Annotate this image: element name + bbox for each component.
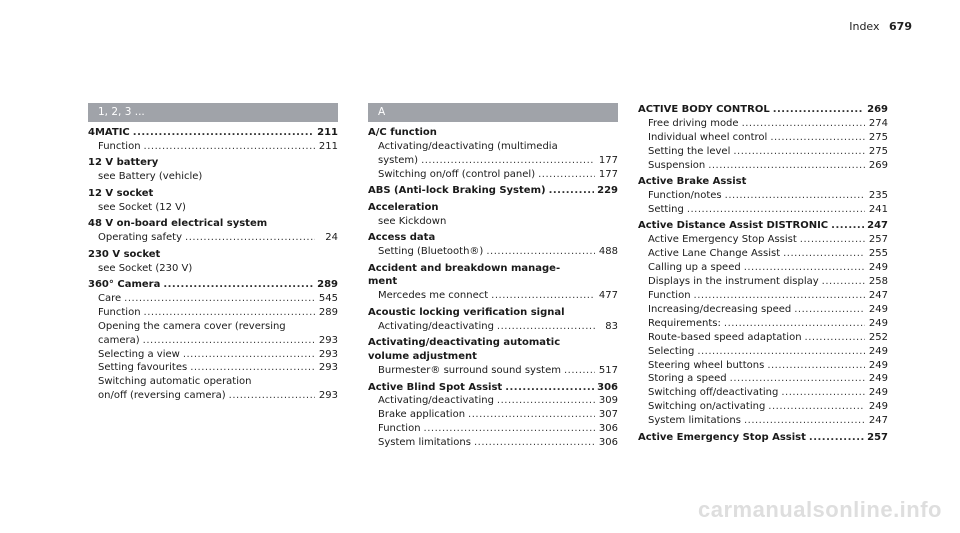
page-ref: 247 bbox=[868, 289, 888, 301]
index-subentry bbox=[88, 334, 338, 348]
leader-dots bbox=[770, 131, 865, 145]
page-ref: 257 bbox=[867, 431, 888, 443]
leader-dots bbox=[724, 317, 865, 331]
index-subentry bbox=[638, 303, 888, 317]
leader-dots bbox=[133, 126, 314, 140]
index-subentry bbox=[638, 275, 888, 289]
leader-dots bbox=[185, 231, 315, 245]
page-ref: 307 bbox=[598, 409, 618, 421]
index-column-3 bbox=[638, 103, 888, 445]
entry-text: Access data bbox=[368, 232, 436, 244]
entry-text: Acceleration bbox=[368, 201, 439, 213]
page-ref: 293 bbox=[318, 348, 338, 360]
leader-dots bbox=[474, 436, 595, 450]
page-ref: 289 bbox=[317, 279, 338, 291]
entry-text: Storing a speed bbox=[648, 373, 727, 385]
entry-text: Acoustic locking verification signal bbox=[368, 306, 565, 318]
page-ref: 249 bbox=[868, 262, 888, 274]
section-heading-numbers: 1, 2, 3 ... bbox=[88, 103, 338, 122]
entry-text: Steering wheel buttons bbox=[648, 359, 765, 371]
leader-dots bbox=[163, 278, 314, 292]
page-ref: 235 bbox=[868, 190, 888, 202]
entry-text: Active Distance Assist DISTRONIC bbox=[638, 220, 829, 232]
entry-text: see Kickdown bbox=[378, 215, 447, 227]
index-subentry bbox=[638, 372, 888, 386]
page-ref: 255 bbox=[868, 248, 888, 260]
leader-dots bbox=[822, 275, 865, 289]
page-ref: 477 bbox=[598, 290, 618, 302]
index-entry bbox=[88, 187, 338, 201]
entry-text: Active Lane Change Assist bbox=[648, 248, 781, 260]
leader-dots bbox=[486, 245, 595, 259]
index-subentry bbox=[88, 140, 338, 154]
page-ref: 177 bbox=[598, 154, 618, 166]
entry-text: Switching off/deactivating bbox=[648, 387, 779, 399]
index-column-2 bbox=[368, 103, 618, 450]
index-subentry bbox=[368, 408, 618, 422]
entry-text: Care bbox=[98, 292, 122, 304]
leader-dots bbox=[768, 400, 865, 414]
page-ref: 247 bbox=[867, 220, 888, 232]
index-subentry bbox=[638, 117, 888, 131]
page-ref: 177 bbox=[598, 168, 618, 180]
index-entry bbox=[368, 126, 618, 140]
page-ref: 488 bbox=[598, 246, 618, 258]
entry-text: Function bbox=[648, 289, 691, 301]
index-subentry bbox=[638, 233, 888, 247]
index-subentry bbox=[638, 359, 888, 373]
index-subentry bbox=[638, 414, 888, 428]
index-subentry bbox=[368, 320, 618, 334]
page-number: 679 bbox=[889, 20, 912, 33]
page-ref: 306 bbox=[598, 437, 618, 449]
leader-dots bbox=[421, 154, 595, 168]
page-ref: 247 bbox=[868, 415, 888, 427]
entry-text: Mercedes me connect bbox=[378, 290, 489, 302]
index-entry bbox=[368, 336, 618, 350]
entry-text: Switching automatic operation bbox=[98, 376, 252, 388]
index-entry bbox=[368, 381, 618, 395]
entry-text: 4MATIC bbox=[88, 127, 130, 138]
entry-text: Active Emergency Stop Assist bbox=[648, 234, 797, 246]
entry-text: 230 V socket bbox=[88, 248, 161, 260]
index-subentry bbox=[638, 189, 888, 203]
entry-text: 12 V battery bbox=[88, 157, 159, 169]
entry-text: Individual wheel control bbox=[648, 131, 768, 143]
index-entry bbox=[638, 431, 888, 445]
page-ref: 249 bbox=[868, 317, 888, 329]
index-entry bbox=[368, 306, 618, 320]
page-ref: 249 bbox=[868, 359, 888, 371]
entry-text: camera) bbox=[98, 334, 140, 346]
page-ref: 275 bbox=[868, 131, 888, 143]
index-subentry bbox=[638, 386, 888, 400]
index-subentry bbox=[88, 375, 338, 389]
page-ref: 211 bbox=[317, 127, 338, 138]
entry-text: Function bbox=[378, 423, 421, 435]
leader-dots bbox=[505, 381, 594, 395]
page-ref: 306 bbox=[598, 423, 618, 435]
leader-dots bbox=[491, 289, 595, 303]
entry-text: Operating safety bbox=[98, 232, 183, 244]
index-entry bbox=[88, 217, 338, 231]
entry-text: Displays in the instrument display bbox=[648, 276, 819, 288]
index-subentry bbox=[88, 348, 338, 362]
page-ref: 306 bbox=[597, 381, 618, 393]
leader-dots bbox=[831, 219, 864, 233]
index-subentry bbox=[368, 168, 618, 182]
entry-text: Setting (Bluetooth®) bbox=[378, 246, 484, 258]
entry-text: Burmester® surround sound system bbox=[378, 365, 561, 377]
entry-text: see Socket (230 V) bbox=[98, 262, 193, 274]
index-subentry bbox=[368, 245, 618, 259]
page-ref: 293 bbox=[318, 362, 338, 374]
page-ref: 249 bbox=[868, 373, 888, 385]
page-ref: 289 bbox=[318, 306, 338, 318]
entry-text: Brake application bbox=[378, 409, 466, 421]
page-ref: 83 bbox=[605, 320, 618, 332]
page-ref: 517 bbox=[598, 365, 618, 377]
leader-dots bbox=[144, 140, 315, 154]
index-entry bbox=[638, 175, 888, 189]
entry-text: 360° Camera bbox=[88, 279, 161, 291]
page-ref: 274 bbox=[868, 117, 888, 129]
page-ref: 24 bbox=[325, 232, 338, 244]
index-column-1 bbox=[88, 103, 338, 403]
entry-text: Activating/deactivating automatic bbox=[368, 337, 561, 349]
page-ref: 293 bbox=[318, 390, 338, 402]
entry-text: see Battery (vehicle) bbox=[98, 171, 203, 183]
index-entry bbox=[368, 275, 618, 289]
entry-text: Function/notes bbox=[648, 190, 722, 202]
entry-text: Function bbox=[98, 306, 141, 318]
index-subentry bbox=[368, 394, 618, 408]
entry-text: Function bbox=[98, 140, 141, 152]
leader-dots bbox=[424, 422, 595, 436]
index-subentry bbox=[638, 400, 888, 414]
leader-dots bbox=[744, 261, 865, 275]
page-ref: 258 bbox=[868, 276, 888, 288]
entry-text: on/off (reversing camera) bbox=[98, 390, 226, 402]
entry-text: ment bbox=[368, 276, 398, 288]
entry-text: Switching on/off (control panel) bbox=[378, 168, 536, 180]
index-subentry bbox=[638, 203, 888, 217]
leader-dots bbox=[564, 364, 595, 378]
leader-dots bbox=[687, 203, 865, 217]
index-subentry bbox=[88, 170, 338, 184]
leader-dots bbox=[781, 386, 865, 400]
index-subentry bbox=[638, 345, 888, 359]
page-header bbox=[849, 20, 912, 33]
entry-text: Activating/deactivating bbox=[378, 395, 494, 407]
index-subentry bbox=[88, 231, 338, 245]
leader-dots bbox=[144, 306, 315, 320]
entry-text: 48 V on-board electrical system bbox=[88, 218, 268, 230]
page-ref: 257 bbox=[868, 234, 888, 246]
leader-dots bbox=[549, 184, 595, 198]
entry-text: Active Brake Assist bbox=[638, 176, 747, 188]
index-entry bbox=[638, 219, 888, 233]
index-subentry bbox=[88, 320, 338, 334]
entry-text: system) bbox=[378, 154, 419, 166]
entry-text: 12 V socket bbox=[88, 187, 154, 199]
index-subentry bbox=[638, 261, 888, 275]
index-entry bbox=[638, 103, 888, 117]
index-subentry bbox=[638, 247, 888, 261]
page-ref: 249 bbox=[868, 387, 888, 399]
index-entry bbox=[88, 248, 338, 262]
leader-dots bbox=[744, 414, 865, 428]
index-subentry bbox=[368, 215, 618, 229]
index-subentry bbox=[368, 422, 618, 436]
index-subentry bbox=[88, 292, 338, 306]
leader-dots bbox=[143, 334, 315, 348]
entry-text: Route-based speed adaptation bbox=[648, 331, 802, 343]
leader-dots bbox=[809, 431, 864, 445]
index-subentry bbox=[638, 289, 888, 303]
index-entry bbox=[368, 262, 618, 276]
index-subentry bbox=[368, 364, 618, 378]
page-ref: 545 bbox=[318, 292, 338, 304]
page-ref: 211 bbox=[318, 140, 338, 152]
leader-dots bbox=[183, 348, 315, 362]
header-label: Index bbox=[849, 20, 880, 33]
entry-text: Suspension bbox=[648, 159, 706, 171]
index-subentry bbox=[638, 159, 888, 173]
index-subentry bbox=[368, 436, 618, 450]
page-ref: 309 bbox=[598, 395, 618, 407]
leader-dots bbox=[694, 289, 865, 303]
index-entry bbox=[368, 350, 618, 364]
page-ref: 249 bbox=[868, 401, 888, 413]
index-subentry bbox=[368, 289, 618, 303]
leader-dots bbox=[725, 189, 865, 203]
page-ref: 249 bbox=[868, 303, 888, 315]
entry-text: Increasing/decreasing speed bbox=[648, 303, 792, 315]
entry-text: Setting bbox=[648, 203, 684, 215]
index-entry bbox=[368, 231, 618, 245]
leader-dots bbox=[229, 389, 315, 403]
index-subentry bbox=[638, 145, 888, 159]
entry-text: see Socket (12 V) bbox=[98, 201, 186, 213]
page-ref: 293 bbox=[318, 334, 338, 346]
entry-text: Calling up a speed bbox=[648, 262, 741, 274]
entry-text: System limitations bbox=[648, 415, 741, 427]
leader-dots bbox=[794, 303, 865, 317]
entry-text: Selecting bbox=[648, 345, 695, 357]
entry-text: Activating/deactivating bbox=[378, 320, 494, 332]
entry-text: Free driving mode bbox=[648, 117, 739, 129]
index-subentry bbox=[88, 306, 338, 320]
leader-dots bbox=[805, 331, 865, 345]
leader-dots bbox=[773, 103, 864, 117]
entry-text: Requirements: bbox=[648, 317, 721, 329]
index-subentry bbox=[638, 317, 888, 331]
leader-dots bbox=[730, 372, 865, 386]
entry-text: Active Emergency Stop Assist bbox=[638, 431, 806, 443]
leader-dots bbox=[800, 233, 865, 247]
page-ref: 252 bbox=[868, 331, 888, 343]
entry-text: Setting favourites bbox=[98, 362, 188, 374]
index-subentry bbox=[88, 389, 338, 403]
index-entry bbox=[88, 126, 338, 140]
index-subentry bbox=[368, 140, 618, 154]
index-entry bbox=[368, 184, 618, 198]
leader-dots bbox=[697, 345, 865, 359]
index-subentry bbox=[638, 131, 888, 145]
leader-dots bbox=[538, 168, 595, 182]
entry-text: ACTIVE BODY CONTROL bbox=[638, 104, 770, 115]
leader-dots bbox=[742, 117, 865, 131]
index-subentry bbox=[88, 262, 338, 276]
entry-text: Opening the camera cover (reversing bbox=[98, 320, 286, 332]
leader-dots bbox=[708, 159, 865, 173]
entry-text: Activating/deactivating (multimedia bbox=[378, 140, 558, 152]
leader-dots bbox=[124, 292, 315, 306]
page-ref: 275 bbox=[868, 145, 888, 157]
leader-dots bbox=[468, 408, 595, 422]
entry-text: volume adjustment bbox=[368, 351, 477, 363]
entry-text: System limitations bbox=[378, 437, 471, 449]
leader-dots bbox=[767, 359, 865, 373]
page-ref: 241 bbox=[868, 203, 888, 215]
entry-text: Accident and breakdown manage- bbox=[368, 262, 561, 274]
entry-text: Active Blind Spot Assist bbox=[368, 381, 503, 393]
index-subentry bbox=[88, 201, 338, 215]
index-subentry bbox=[368, 154, 618, 168]
index-entry bbox=[368, 201, 618, 215]
page-ref: 269 bbox=[867, 104, 888, 115]
index-entry bbox=[88, 156, 338, 170]
index-subentry bbox=[638, 331, 888, 345]
leader-dots bbox=[783, 247, 865, 261]
page-ref: 269 bbox=[868, 159, 888, 171]
entry-text: A/C function bbox=[368, 127, 437, 138]
entry-text: Setting the level bbox=[648, 145, 731, 157]
leader-dots bbox=[497, 394, 595, 408]
leader-dots bbox=[190, 361, 315, 375]
entry-text: Switching on/activating bbox=[648, 401, 766, 413]
entry-text: ABS (Anti-lock Braking System) bbox=[368, 185, 546, 197]
page-ref: 229 bbox=[597, 185, 618, 197]
index-subentry bbox=[88, 361, 338, 375]
entry-text: Selecting a view bbox=[98, 348, 180, 360]
index-entry bbox=[88, 278, 338, 292]
leader-dots bbox=[497, 320, 595, 334]
leader-dots bbox=[733, 145, 865, 159]
section-heading-a: A bbox=[368, 103, 618, 122]
watermark: carmanualsonline.info bbox=[698, 497, 942, 522]
page-ref: 249 bbox=[868, 345, 888, 357]
